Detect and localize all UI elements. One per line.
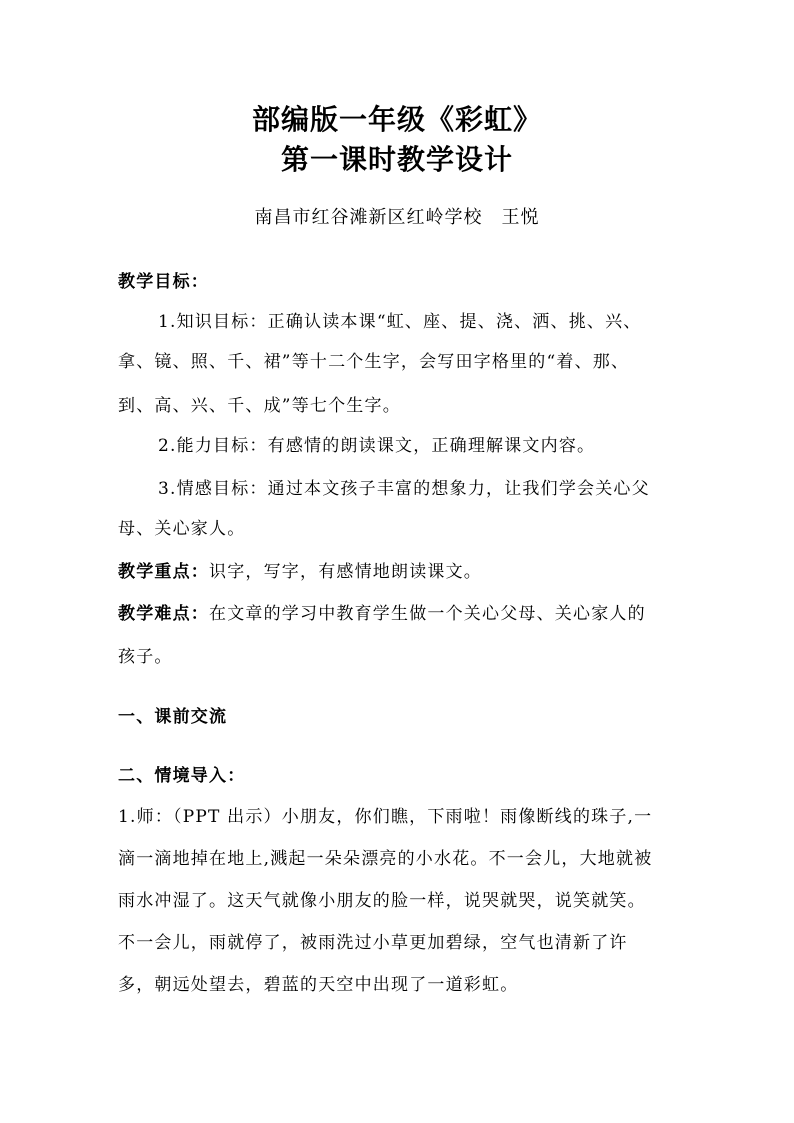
objective1-line1: 1.知识目标：正确认读本课“虹、座、提、浇、洒、挑、兴、 xyxy=(158,312,642,332)
key-points-row xyxy=(118,559,678,585)
document-title-line1: 部编版一年级《彩虹》 xyxy=(251,103,542,136)
difficulty-text: 在文章的学习中教育学生做一个关心父母、关心家人的 xyxy=(209,604,646,624)
difficulty-label: 教学难点： xyxy=(118,604,209,624)
objectives-heading: 教学目标： xyxy=(118,272,209,292)
objective2: 2.能力目标：有感情的朗读课文，正确理解课文内容。 xyxy=(158,436,596,456)
teacher-line4: 不一会儿，雨就停了，被雨洗过小草更加碧绿，空气也清新了许 xyxy=(118,933,628,953)
author-line: 南昌市红谷滩新区红岭学校 王悦 xyxy=(254,207,540,228)
objective3-line2: 母、关心家人。 xyxy=(118,519,246,539)
section-heading-2: 二、情境导入： xyxy=(118,766,246,786)
teacher-line1: 1.师：（PPT 出示）小朋友，你们瞧，下雨啦！雨像断线的珠子,一 xyxy=(118,807,653,827)
teacher-line5: 多，朝远处望去，碧蓝的天空中出现了一道彩虹。 xyxy=(118,975,519,995)
section-heading-1: 一、课前交流 xyxy=(118,707,228,727)
key-points-text: 识字，写字，有感情地朗读课文。 xyxy=(209,562,482,582)
document-title-line2: 第一课时教学设计 xyxy=(280,143,513,176)
teacher-line3: 雨水冲湿了。这天气就像小朋友的脸一样，说哭就哭，说笑就笑。 xyxy=(118,891,646,911)
objective1-line3: 到、高、兴、千、成”等七个生字。 xyxy=(118,396,401,416)
objective3-line1: 3.情感目标：通过本文孩子丰富的想象力，让我们学会关心父 xyxy=(158,479,650,499)
key-points-label: 教学重点： xyxy=(118,562,209,582)
difficulty-line2: 孩子。 xyxy=(118,647,173,667)
teacher-line2: 滴一滴地掉在地上,溅起一朵朵漂亮的小水花。不一会儿，大地就被 xyxy=(118,849,653,869)
difficulty-row xyxy=(118,601,678,627)
objective1-line2: 拿、镜、照、千、裙”等十二个生字，会写田字格里的“着、那、 xyxy=(118,352,630,372)
